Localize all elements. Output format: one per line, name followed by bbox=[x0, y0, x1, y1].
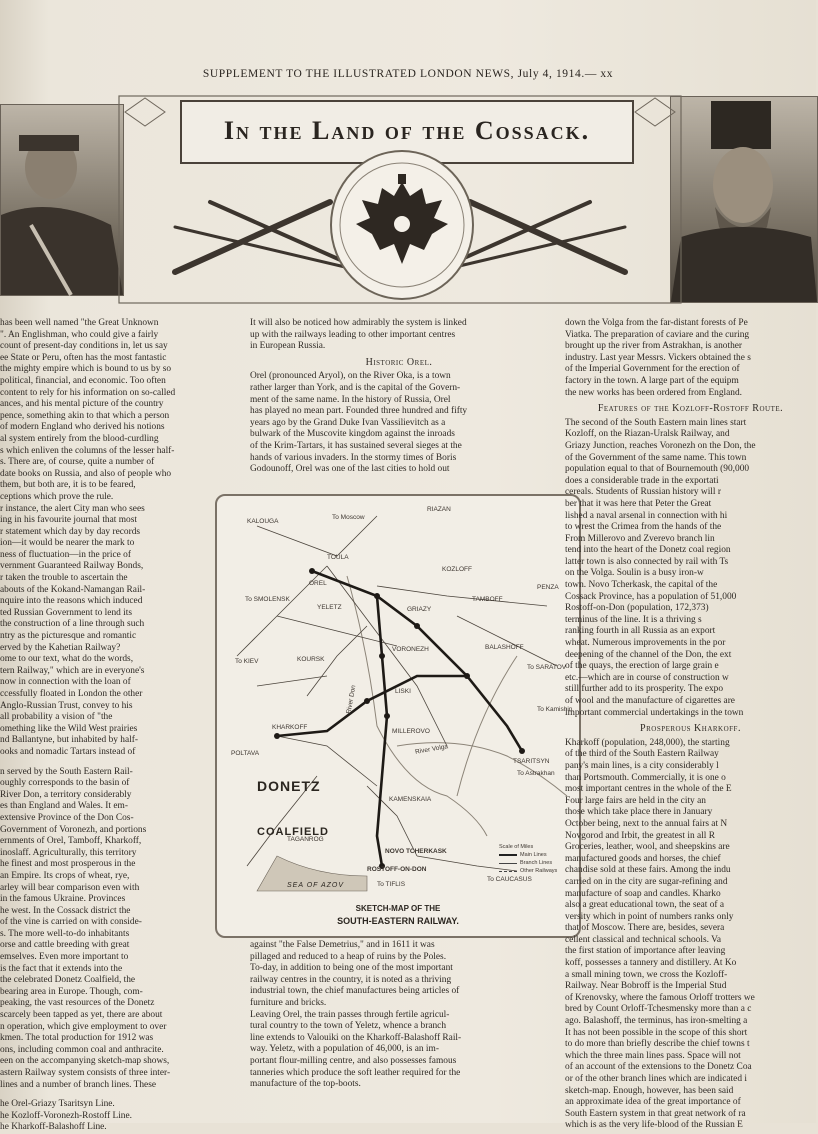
text-line: the celebrated Donetz Coalfield, the bbox=[0, 975, 136, 986]
text-line: Kozloff, on the Riazan-Uralsk Railway, and bbox=[565, 429, 730, 440]
sketch-map bbox=[215, 494, 581, 938]
map-town-label: PENZA bbox=[537, 584, 559, 591]
text-line: brought up the river from Astrakhan, is another bbox=[565, 341, 743, 352]
text-line: s which enliven the columns of the lesser half- bbox=[0, 445, 175, 456]
text-line: to wrest the Crimea from the hands of the bbox=[565, 522, 722, 533]
text-line: the construction of a line through such bbox=[0, 619, 145, 630]
text-line: manufacture of the top-boots. bbox=[250, 1079, 361, 1090]
text-line: he finest and most prosperous in the bbox=[0, 859, 136, 870]
text-line: in the famous Ukraine. Provinces bbox=[0, 894, 126, 905]
map-town-label: TAGANROG bbox=[287, 836, 324, 843]
text-line: ing in his favourite journal that most bbox=[0, 515, 137, 526]
text-line: is the fact that it extends into the bbox=[0, 963, 123, 974]
map-town-label: KAMENSKAIA bbox=[389, 796, 432, 803]
text-line: arley will bear comparison even with bbox=[0, 882, 140, 893]
text-line: oughly corresponds to the basin of bbox=[0, 778, 130, 789]
text-line: of the quays, the erection of large grain e bbox=[565, 661, 719, 672]
text-line: ion—it would be nearer the mark to bbox=[0, 538, 135, 549]
text-line: astern Railway system consists of three inter- bbox=[0, 1068, 171, 1078]
map-town-label: To SARATOV bbox=[527, 664, 567, 671]
map-town-label: BALASHOFF bbox=[485, 644, 524, 651]
text-line: of Krenovsky, where the famous Orloff trotters we bbox=[565, 992, 755, 1003]
map-region-coalfield: COALFIELD bbox=[257, 826, 329, 838]
text-line: es than England and Wales. It em- bbox=[0, 801, 128, 812]
text-line: down the Volga from the far-distant forests of Pe bbox=[565, 318, 748, 328]
text-line: portant flour-milling centre, and also possesses famous bbox=[250, 1055, 457, 1066]
text-line: of the vine is carried on with conside- bbox=[0, 917, 142, 928]
text-line: een on the accompanying sketch-map shows, bbox=[0, 1056, 170, 1067]
map-town-label: To Astrakhan bbox=[517, 770, 555, 777]
text-line: bred by Count Orloff-Tchesmensky more than a c bbox=[565, 1004, 752, 1015]
text-line: hands of various invaders. In the stormy times of Boris bbox=[250, 452, 457, 463]
text-line: them, but both are, it is to be feared, bbox=[0, 480, 136, 491]
text-line: industrial town, the chief manufactures being articles of bbox=[250, 986, 460, 997]
text-line: abouts of the Kokand-Namangan Rail- bbox=[0, 584, 146, 595]
map-town-label: KOZLOFF bbox=[442, 566, 472, 573]
right-column bbox=[565, 318, 816, 1131]
text-line: political, financial, and economic. Too often bbox=[0, 375, 166, 386]
text-line: The second of the South Eastern main lines start bbox=[565, 417, 747, 428]
text-line: It will also be noticed how admirably the system is linked bbox=[250, 318, 467, 328]
text-line: Novgorod and Irbit, the greatest in all R bbox=[565, 830, 715, 841]
text-line: nquire into the reasons which induced bbox=[0, 596, 143, 607]
text-line: of the third of the South Eastern Railway bbox=[565, 749, 719, 760]
supplement-header: SUPPLEMENT TO THE ILLUSTRATED LONDON NEWS, July 4, 1914.— xx bbox=[202, 68, 614, 80]
text-line: up with the railways leading to other important centres bbox=[250, 329, 456, 340]
text-line: of the Imperial Government for the erection of bbox=[565, 364, 740, 375]
text-line: most important centres in the whole of the E bbox=[565, 784, 732, 795]
text-line: an approximate idea of the great importance of bbox=[565, 1097, 741, 1108]
text-line: Groceries, leather, wool, and sheepskins are bbox=[565, 842, 730, 853]
text-line: scarcely been tapped as yet, there are about bbox=[0, 1010, 163, 1021]
map-town-label: VORONEZH bbox=[392, 646, 429, 653]
text-line: Orel (pronounced Aryol), on the River Oka, is a town bbox=[250, 371, 451, 382]
text-line: has been well named "the Great Unknown bbox=[0, 318, 159, 328]
map-town-label: To Kamishin bbox=[537, 706, 573, 713]
text-line: ". An Englishman, who could give a fairly bbox=[0, 329, 159, 340]
middle-column-top bbox=[250, 318, 548, 490]
legend-other-railways: Other Railways bbox=[499, 868, 569, 874]
text-line: chandise sold at these fairs. Among the indu bbox=[565, 865, 731, 876]
text-line: than Portsmouth. Commercially, it is one o bbox=[565, 772, 726, 783]
text-line: the new works has been ordered from England. bbox=[565, 387, 743, 398]
text-line: ome to our text, what do the words, bbox=[0, 654, 134, 665]
map-region-donetz: DONETZ bbox=[257, 778, 321, 794]
text-line: Four large fairs are held in the city an bbox=[565, 795, 706, 806]
text-line: he Kharkoff-Balashoff Line. bbox=[0, 1122, 107, 1133]
text-line: nd Ballantyne, but inhabited by half- bbox=[0, 735, 138, 746]
text-line: sketch-map. Enough, however, has been said bbox=[565, 1085, 734, 1096]
map-town-label: RIAZAN bbox=[427, 506, 451, 513]
text-line: pence, something akin to that which a person bbox=[0, 410, 170, 421]
section-heading: Historic Orel. bbox=[365, 356, 433, 368]
map-town-label: To SMOLENSK bbox=[245, 596, 290, 603]
text-line: of the Government of the same name. This town bbox=[565, 452, 747, 463]
text-line bbox=[0, 759, 212, 767]
text-line: now in connection with the loan of bbox=[0, 677, 131, 688]
text-line: kmen. The total production for 1912 was bbox=[0, 1033, 154, 1044]
text-line: ted Russian Government to lend its bbox=[0, 607, 133, 618]
map-town-label: OREL bbox=[309, 580, 327, 587]
text-line: tanneries which produce the soft leather required for the bbox=[250, 1067, 461, 1078]
section-heading: Prosperous Kharkoff. bbox=[640, 723, 741, 735]
text-line: Kharkoff (population, 248,000), the starting bbox=[565, 737, 730, 748]
text-line: ee State or Peru, often has the most fantastic bbox=[0, 352, 167, 363]
text-line: to do more than briefly describe the chief towns t bbox=[565, 1039, 750, 1050]
text-line: koff, possesses a tannery and distillery. At Ko bbox=[565, 958, 737, 969]
text-line: r instance, the alert City man who sees bbox=[0, 503, 145, 514]
text-line: of the Krim-Tartars, it has sustained several sieges at the bbox=[250, 440, 462, 451]
map-river-label: River Don bbox=[345, 684, 358, 715]
text-line: South Eastern system in that great network of ra bbox=[565, 1108, 746, 1119]
text-line: ment of the same name. In the history of Russia, Orel bbox=[250, 394, 451, 405]
text-line: terminus of the line. It is a thriving s bbox=[565, 614, 702, 625]
text-line: omething like the Wild West prairies bbox=[0, 723, 138, 734]
text-line: It has not been possible in the scope of this short bbox=[565, 1027, 748, 1038]
text-line: Rostoff-on-Don (population, 172,373) bbox=[565, 603, 709, 614]
text-line: ceptions which prove the rule. bbox=[0, 491, 114, 502]
text-line: s. There are, of course, quite a number of bbox=[0, 457, 155, 468]
text-line: deepening of the channel of the Don, the ext bbox=[565, 649, 732, 660]
text-line: extensive Province of the Don Cos- bbox=[0, 812, 134, 823]
text-line: population equal to that of Bournemouth (90,000 bbox=[565, 464, 750, 475]
map-legend bbox=[499, 844, 569, 876]
text-line: which the three main lines pass. Space will not bbox=[565, 1050, 741, 1061]
text-line: ernments of Orel, Tamboff, Kharkoff, bbox=[0, 836, 142, 847]
text-line: which is as the very life-blood of the Russian E bbox=[565, 1120, 743, 1131]
text-line: Anglo-Russian Trust, convey to his bbox=[0, 700, 133, 711]
text-line: tern Railway," which are in everyone's bbox=[0, 665, 145, 676]
map-town-label: To KIEV bbox=[235, 658, 259, 665]
text-line: the mighty empire which is bound to us by so bbox=[0, 364, 172, 375]
text-line: s. The more well-to-do inhabitants bbox=[0, 928, 130, 939]
map-caption-bottom: SOUTH-EASTERN RAILWAY. bbox=[337, 916, 459, 926]
text-line: r taken the trouble to ascertain the bbox=[0, 573, 128, 584]
text-line: those which take place there in January bbox=[565, 807, 713, 818]
middle-column-bottom bbox=[250, 940, 548, 1123]
cossack-portrait-left bbox=[0, 104, 124, 296]
text-line: erved by the Kahetian Railway? bbox=[0, 642, 121, 653]
text-line: years ago by the Grand Duke Ivan Vassilievitch as a bbox=[250, 417, 446, 428]
text-line: of wool and the manufacture of cigarettes are bbox=[565, 696, 735, 706]
double-headed-eagle-icon bbox=[330, 150, 474, 300]
text-line: pany's main lines, is a city considerably l bbox=[565, 760, 719, 771]
map-caption-top: SKETCH-MAP OF THE bbox=[355, 904, 441, 913]
text-line: lished a naval arsenal in connection with hi bbox=[565, 510, 728, 521]
map-town-label: KOURSK bbox=[297, 656, 325, 663]
text-line: he west. In the Cossack district the bbox=[0, 905, 131, 916]
map-sea-label: SEA OF AZOV bbox=[287, 882, 345, 889]
text-line: ccessfully floated in London the other bbox=[0, 689, 143, 699]
text-line: To-day, in addition to being one of the most important bbox=[250, 963, 453, 974]
map-town-label: GRIAZY bbox=[407, 606, 432, 613]
section-heading: Features of the Kozloff-Rostoff Route. bbox=[597, 403, 784, 415]
text-line: ber that it was here that Peter the Great bbox=[565, 498, 712, 509]
text-line: vernment Guaranteed Railway Bonds, bbox=[0, 561, 144, 572]
text-line: count of present-day conditions in, let us say bbox=[0, 341, 168, 352]
text-line: ranking fourth in all Russia as an export bbox=[565, 626, 716, 637]
text-line: r statement which day by day records bbox=[0, 526, 141, 537]
text-line: ances, and his mental picture of the country bbox=[0, 399, 164, 410]
text-line: the first station of importance after leaving bbox=[565, 946, 726, 957]
map-town-label: To Moscow bbox=[332, 514, 365, 521]
text-line: against "the False Demetrius," and in 1611 it was bbox=[250, 940, 435, 950]
text-line: that of Moscow. There are, besides, severa bbox=[565, 923, 725, 934]
map-town-label: LISKI bbox=[395, 688, 411, 695]
text-line: ago. Balashoff, the terminus, has iron-smelting a bbox=[565, 1016, 748, 1027]
text-line: From Millerovo and Zverevo branch lin bbox=[565, 533, 715, 544]
text-line: tend into the heart of the Donetz coal region bbox=[565, 545, 731, 556]
text-line: date books on Russia, and also of people who bbox=[0, 468, 172, 479]
text-line: or of the other branch lines which are indicated i bbox=[565, 1074, 747, 1084]
text-line: carried on in the city are sugar-refining and bbox=[565, 876, 728, 887]
text-line: versity which in point of numbers ranks only bbox=[565, 911, 734, 922]
text-line: in European Russia. bbox=[250, 341, 326, 352]
text-line: bearing area in Europe. Though, com- bbox=[0, 986, 143, 997]
text-line: wheat. Numerous improvements in the por bbox=[565, 638, 726, 649]
text-line: inoslaff. Agriculturally, this territory bbox=[0, 847, 137, 858]
text-line: Cossack Province, has a population of 51,000 bbox=[565, 591, 737, 602]
cossack-portrait-right bbox=[670, 96, 818, 303]
text-line: an Empire. Its crops of wheat, rye, bbox=[0, 870, 130, 881]
text-line: line extends to Valouiki on the Kharkoff-Balashoff Rail- bbox=[250, 1032, 462, 1043]
text-line: furniture and bricks. bbox=[250, 997, 327, 1008]
text-line: content to rely for his information on so-called bbox=[0, 387, 176, 398]
text-line: bulwark of the Muscovite kingdom against the inroads bbox=[250, 429, 455, 440]
map-town-label: To TIFLIS bbox=[377, 881, 406, 888]
text-line: tural country to the town of Yeletz, whence a branch bbox=[250, 1021, 447, 1032]
text-line: manufacture of soap and candles. Kharko bbox=[565, 888, 721, 899]
map-town-label: NOVO TCHERKASK bbox=[385, 848, 447, 855]
text-line: also a great educational town, the seat of a bbox=[565, 900, 725, 911]
crossed-weapons-right bbox=[455, 202, 625, 272]
legend-main-lines: Main Lines bbox=[499, 852, 569, 858]
text-line: on the Volga. Soulin is a busy iron-w bbox=[565, 568, 704, 579]
legend-scale: Scale of Miles bbox=[499, 844, 534, 850]
map-town-label: POLTAVA bbox=[231, 750, 260, 757]
text-line: orse and cattle breeding with great bbox=[0, 940, 130, 951]
legend-branch-lines: Branch Lines bbox=[499, 860, 569, 866]
text-line: Viatka. The preparation of caviare and the curing bbox=[565, 329, 750, 340]
map-town-label: KHARKOFF bbox=[272, 724, 308, 731]
text-line: October being, next to the annual fairs at N bbox=[565, 818, 728, 829]
text-line: way. Yeletz, with a population of 46,000, is an im- bbox=[250, 1044, 439, 1055]
text-line: Railway. Near Bobroff is the Imperial Stud bbox=[565, 981, 727, 992]
crossed-weapons-left bbox=[175, 202, 345, 272]
text-line: still further add to its prosperity. The expo bbox=[565, 684, 724, 695]
left-column bbox=[0, 318, 212, 1133]
text-line: ooks and nomadic Tartars instead of bbox=[0, 746, 136, 757]
text-line: rather larger than York, and is the capital of the Govern- bbox=[250, 382, 461, 393]
text-line: etc.—which are in course of construction w bbox=[565, 672, 729, 683]
map-town-label: TAMBOFF bbox=[472, 596, 503, 603]
text-line: n operation, which give employment to over bbox=[0, 1021, 167, 1032]
text-line: River Don, a territory considerably bbox=[0, 789, 132, 800]
text-line: manufactured goods and horses, the chief bbox=[565, 853, 721, 864]
text-line: he Orel-Griazy Tsaritsyn Line. bbox=[0, 1099, 115, 1110]
text-line: pillaged and reduced to a heap of ruins by the Poles. bbox=[250, 951, 447, 962]
text-line: emselves. Even more important to bbox=[0, 952, 129, 963]
text-line: of modern England who derived his notions bbox=[0, 422, 165, 433]
text-line: Leaving Orel, the train passes through fertile agricul- bbox=[250, 1009, 450, 1020]
map-river-label: River Volga bbox=[414, 743, 449, 756]
text-line: Griazy Junction, reaches Voronezh on the Don, the bbox=[565, 440, 756, 451]
text-line: peaking, the vast resources of the Donetz bbox=[0, 998, 155, 1009]
text-line: a small mining town, we cross the Kozloff- bbox=[565, 969, 728, 980]
text-line: cereals. Students of Russian history will r bbox=[565, 487, 721, 498]
text-line: lines and a number of branch lines. These bbox=[0, 1079, 157, 1090]
text-line: industry. Last year Messrs. Vickers obtained the s bbox=[565, 352, 751, 363]
map-town-label: KALOUGA bbox=[247, 518, 279, 525]
text-line: latter town is also connected by rail with Ts bbox=[565, 556, 729, 567]
map-town-label: YELETZ bbox=[317, 604, 342, 611]
text-line: has played no mean part. Founded three hundred and fifty bbox=[250, 406, 468, 417]
text-line: does a considerable trade in the exportati bbox=[565, 475, 719, 486]
text-line: important commercial undertakings in the town bbox=[565, 707, 744, 718]
text-line: ness of fluctuation—in the price of bbox=[0, 549, 131, 560]
map-town-label: TOULA bbox=[327, 554, 349, 561]
text-line: all probability a vision of "the bbox=[0, 712, 113, 723]
text-line: cellent classical and technical schools. Va bbox=[565, 934, 722, 945]
text-line: ntry as the picturesque and romantic bbox=[0, 631, 137, 642]
text-line: railway centres in the country, it is noted as a thriving bbox=[250, 974, 452, 985]
text-line: Government of Voronezh, and portions bbox=[0, 824, 147, 835]
page-title: In the Land of the Cossack. bbox=[223, 116, 591, 145]
text-line bbox=[0, 1091, 212, 1099]
map-town-label: MILLEROVO bbox=[392, 728, 430, 735]
text-line: factory in the town. A large part of the equipm bbox=[565, 375, 739, 386]
text-line: of an account of the extensions to the Donetz Coa bbox=[565, 1062, 752, 1073]
text-line: he Kozloff-Voronezh-Rostoff Line. bbox=[0, 1110, 132, 1121]
text-line: al system entirely from the blood-curdling bbox=[0, 433, 159, 444]
map-town-label: ROSTOFF-ON-DON bbox=[367, 866, 427, 873]
map-town-label: TSARITSYN bbox=[513, 758, 550, 765]
text-line: n served by the South Eastern Rail- bbox=[0, 766, 133, 777]
text-line: town. Novo Tcherkask, the capital of the bbox=[565, 580, 718, 591]
text-line: Godounoff, Orel was one of the last cities to hold out bbox=[250, 464, 450, 475]
text-line: ons, including common coal and anthracite. bbox=[0, 1044, 164, 1055]
map-town-label: To CAUCASUS bbox=[487, 876, 532, 883]
